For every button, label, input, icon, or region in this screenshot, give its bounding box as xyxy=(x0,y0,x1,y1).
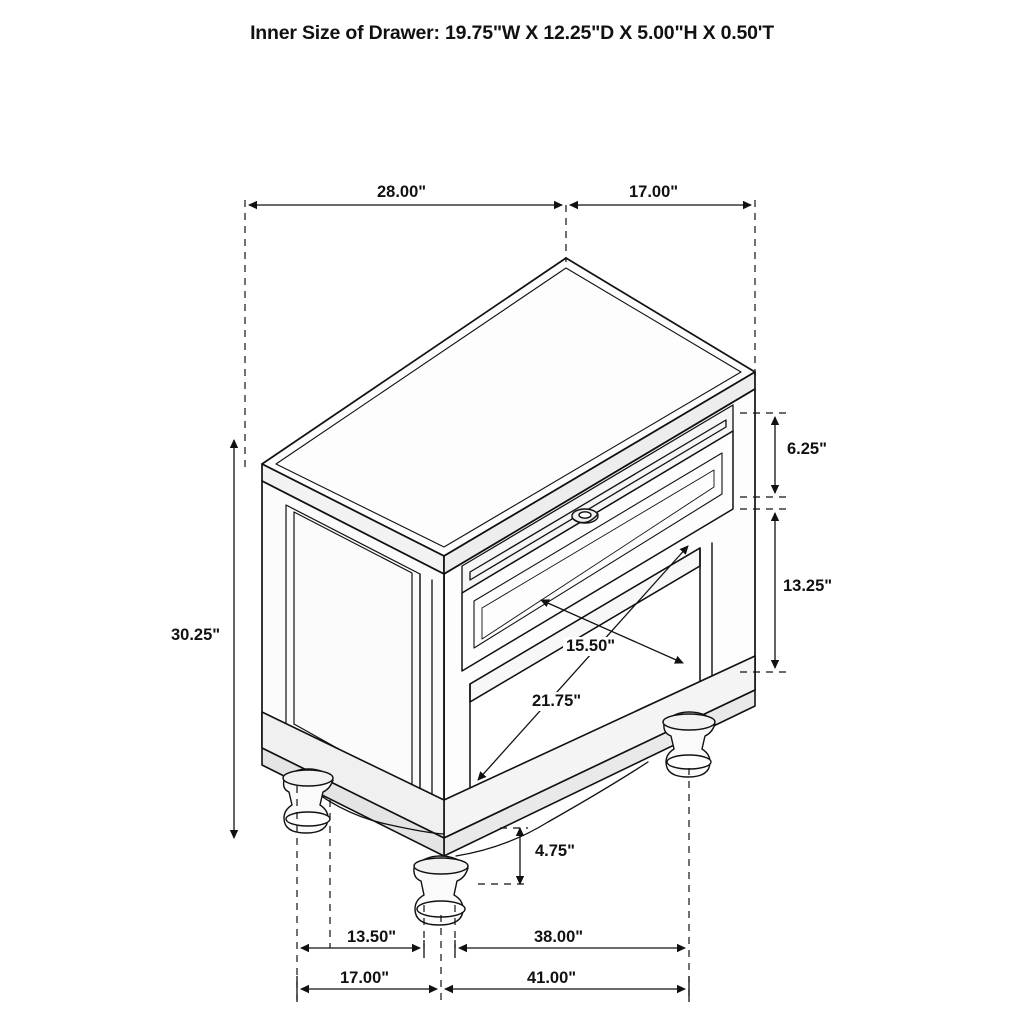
dim-label-base-width: 41.00" xyxy=(524,969,579,988)
dim-label-leg-height: 4.75" xyxy=(532,842,578,861)
leg-front xyxy=(414,856,468,925)
drawer-pull xyxy=(572,509,598,523)
dim-label-base-depth: 38.00" xyxy=(531,928,586,947)
dim-label-inner-width: 21.75" xyxy=(529,692,584,711)
leg-left xyxy=(283,769,333,833)
dim-label-top-width-left: 28.00" xyxy=(374,183,429,202)
dim-label-side-depth: 17.00" xyxy=(337,969,392,988)
dim-label-drawer-face-height: 6.25" xyxy=(784,440,830,459)
dim-label-foot-offset: 13.50" xyxy=(344,928,399,947)
dim-label-opening-height: 13.25" xyxy=(780,577,835,596)
dim-label-top-width-right: 17.00" xyxy=(626,183,681,202)
page-title: Inner Size of Drawer: 19.75"W X 12.25"D X 5.00"H X 0.50'T xyxy=(250,22,774,44)
dim-label-overall-height: 30.25" xyxy=(168,626,223,645)
dim-label-shelf-depth: 15.50" xyxy=(563,637,618,656)
